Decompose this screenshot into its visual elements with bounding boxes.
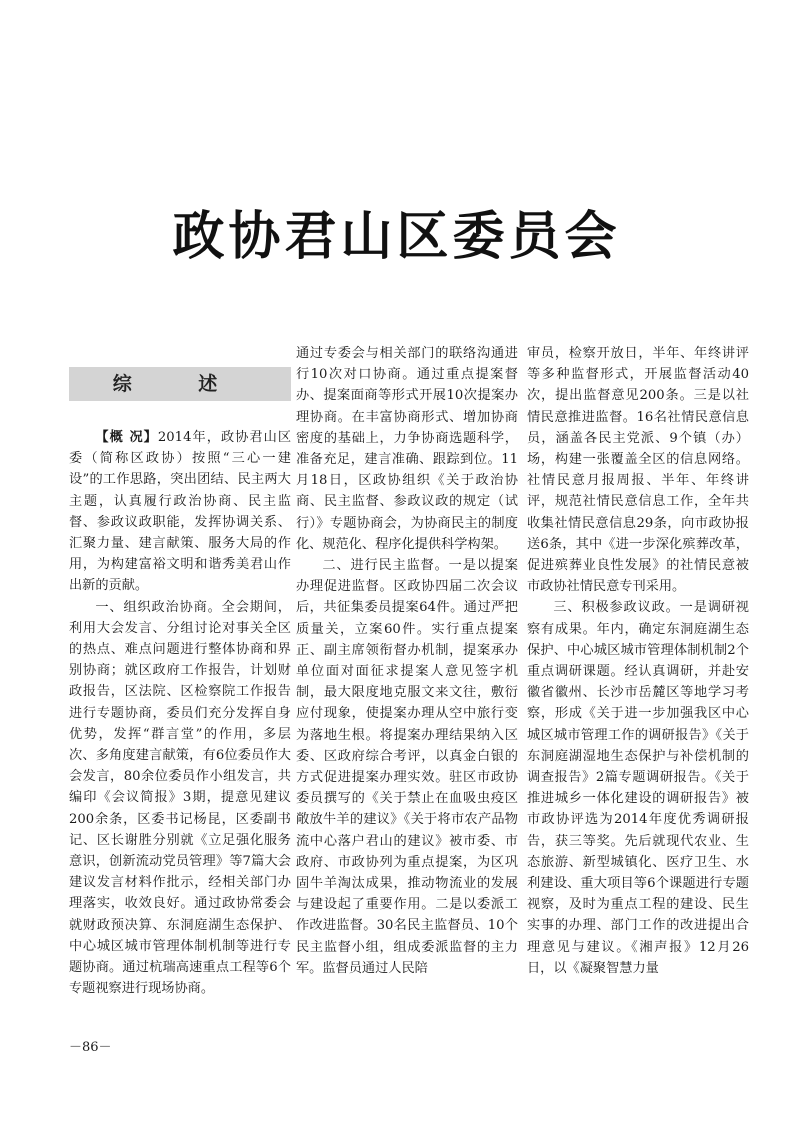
page-number: －86－ bbox=[69, 1040, 112, 1055]
text-column-1 bbox=[69, 343, 291, 1043]
paragraph-democratic-supervision: 二、进行民主监督。一是以提案办理促进监督。区政协四届二次会议后，共征集委员提案64件。通过严把质量关，立案60件。实行重点提案正、副主席领衔督办机制，提案承办单位面对面征求提案人意见签字机制，最大限度地克服文来文往，敷衍应付现象，使提案办理从空中旅行变为落地生根。将提案办理结果纳入区委、区政府综合考评，以真金白银的方式促进提案办理实效。驻区市政协委员撰写的《关于禁止在血吸虫疫区敞放牛羊的建议》《关于将市农产品物流中心落户君山的建议》被市委、市政府、市政协列为重点提案，为区巩固牛羊淘汰成果，推动物流业的发展与建设起了重要作用。二是以委派工作改进监督。30名民主监督员、10个民主监督小组，组成委派监督的主力军。监督员通过人民陪 bbox=[296, 558, 518, 976]
text-column-2 bbox=[296, 343, 518, 1043]
paragraph-participation: 三、积极参政议政。一是调研视察有成果。年内，确定东洞庭湖生态保护、中心城区城市管理体制机制2个重点调研课题。经认真调研，并赴安徽省徽州、长沙市岳麓区等地学习考察，形成《关于进一步加强我区中心城区城市管理工作的调研报告》《关于东洞庭湖湿地生态保护与补偿机制的调查报告》2篇专题调研报告。《关于推进城乡一体化建设的调研报告》被市政协评选为2014年度优秀调研报告，获三等奖。先后就现代农业、生态旅游、新型城镇化、医疗卫生、水利建设、重大项目等6个课题进行专题视察，及时为重点工程的建设、民生实事的办理、部门工作的改进提出合理意见与建议。《湘声报》12月26日，以《凝聚智慧力量 bbox=[527, 600, 749, 976]
section-heading: 综 述 bbox=[69, 367, 291, 401]
overview-tag: 【概 况】 bbox=[95, 430, 158, 445]
page-title: 政协君山区委员会 bbox=[172, 206, 621, 267]
paragraph-supervision-continued: 审员，检察开放日，半年、年终讲评等多种监督形式，开展监督活动40次，提出监督意见200条。三是以社情民意推进监督。16名社情民意信息员，涵盖各民主党派、9个镇（办）场，构建一张覆盖全区的信息网络。社情民意月报周报、半年、年终讲评，规范社情民意信息工作，全年共收集社情民意信息29条，向市政协报送6条，其中《进一步深化殡葬改革，促进殡葬业良性发展》的社情民意被市政协社情民意专刊采用。 bbox=[527, 346, 749, 595]
paragraph-consultation-continued: 通过专委会与相关部门的联络沟通进行10次对口协商。通过重点提案督办、提案面商等形式开展10次提案办理协商。在丰富协商形式、增加协商密度的基础上，力争协商选题科学，准备充足，建言准确、跟踪到位。11月18日，区政协组织《关于政治协商、民主监督、参政议政的规定（试行）》专题协商会，为协商民主的制度化、规范化、程序化提供科学构架。 bbox=[296, 346, 518, 552]
overview-text: 2014年，政协君山区委（简称区政协）按照“三心一建设”的工作思路，突出团结、民主两大主题，认真履行政治协商、民主监督、参政议政职能，发挥协调关系、汇聚力量、建言献策、服务大局的作用，为构建富裕文明和谐秀美君山作出新的贡献。 bbox=[69, 430, 291, 594]
text-column-3 bbox=[527, 343, 749, 1043]
overview-paragraph bbox=[69, 427, 291, 597]
paragraph-political-consultation: 一、组织政治协商。全会期间，利用大会发言、分组讨论对事关全区的热点、难点问题进行整体协商和界别协商；就区政府工作报告，计划财政报告，区法院、区检察院工作报告进行专题协商，委员们充分发挥自身优势，发挥“群言堂”的作用，多层次、多角度建言献策，有6位委员作大会发言，80余位委员作小组发言，共编印《会议简报》3期，提意见建议200余条，区委书记杨昆，区委副书记、区长谢胜分别就《立足强化服务意识，创新流动党员管理》等7篇大会建议发言材料作批示，经相关部门办理落实，收效良好。通过政协常委会就财政预决算、东洞庭湖生态保护、中心城区城市管理体制机制等进行专题协商。通过杭瑞高速重点工程等6个专题视察进行现场协商。 bbox=[69, 599, 291, 997]
